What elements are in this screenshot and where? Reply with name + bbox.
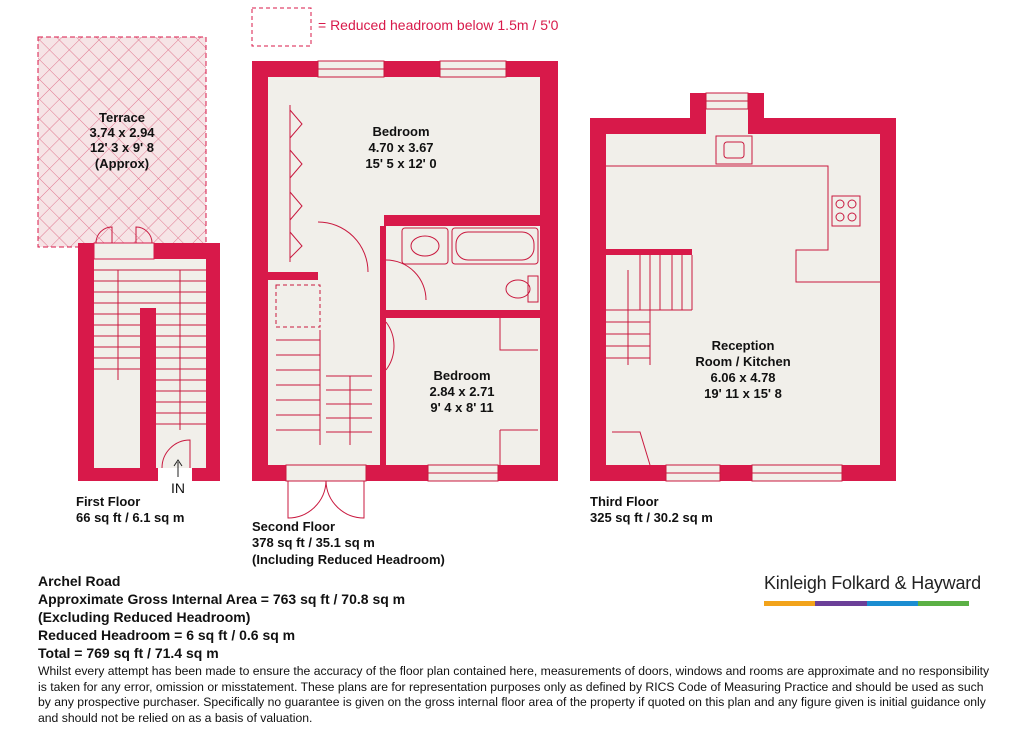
first-floor-plan (38, 37, 220, 496)
brand-name: Kinleigh Folkard & Hayward (764, 573, 981, 593)
reduced-headroom-area: Reduced Headroom = 6 sq ft / 0.6 sq m (38, 627, 296, 643)
second-floor-plan (252, 61, 558, 518)
reduced-headroom-key-swatch (252, 8, 311, 46)
address: Archel Road (38, 573, 121, 589)
reception-name-2: Room / Kitchen (695, 354, 791, 369)
brand-bar-blue (867, 601, 918, 606)
third-floor-area: 325 sq ft / 30.2 sq m (590, 510, 713, 525)
entrance-label: IN (171, 480, 185, 496)
brand-bar-orange (764, 601, 815, 606)
second-floor-note: (Including Reduced Headroom) (252, 552, 445, 567)
brand-logo (764, 573, 981, 606)
reception-metric: 6.06 x 4.78 (710, 370, 776, 385)
reduced-headroom-key-text: = Reduced headroom below 1.5m / 5'0 (318, 17, 559, 33)
disclaimer: Whilst every attempt has been made to ensure the accuracy of the floor plan contained here, measurements of doors, windows and rooms are approximate and no responsibility is taken for any error, omission or misstatement. These plans are for representation purposes only as defined by RICS Code of Measuring Practice and should be used as such by any prospective purchaser. Specifically no guarantee is given on the gross internal floor area of the property if quoted on this plan and any figure given is initial guidance only and should not be relied on as a basis of valuation. (38, 664, 990, 725)
terrace-imperial: 12' 3 x 9' 8 (89, 140, 155, 155)
reception-imperial: 19' 11 x 15' 8 (704, 386, 782, 401)
terrace-name: Terrace (98, 110, 146, 125)
bedroom-2-metric: 2.84 x 2.71 (429, 384, 495, 399)
terrace-note: (Approx) (94, 156, 150, 171)
terrace-metric: 3.74 x 2.94 (89, 125, 155, 140)
total-area: Total = 769 sq ft / 71.4 sq m (38, 645, 219, 661)
third-floor-name: Third Floor (590, 494, 659, 509)
bedroom-1-imperial: 15' 5 x 12' 0 (365, 156, 437, 171)
bedroom-1-name: Bedroom (372, 124, 430, 139)
reception-name-1: Reception (711, 338, 775, 353)
third-floor-plan (590, 93, 896, 481)
first-floor-area: 66 sq ft / 6.1 sq m (76, 510, 185, 525)
second-floor-name: Second Floor (252, 519, 336, 534)
second-floor-area: 378 sq ft / 35.1 sq m (252, 535, 375, 550)
gross-internal-area: Approximate Gross Internal Area = 763 sq ft / 70.8 sq m (38, 591, 406, 607)
bedroom-1-metric: 4.70 x 3.67 (368, 140, 434, 155)
brand-bar-purple (815, 601, 866, 606)
brand-color-bar (764, 601, 969, 606)
bedroom-2-name: Bedroom (433, 368, 491, 383)
brand-bar-green (918, 601, 969, 606)
first-floor-name: First Floor (76, 494, 141, 509)
gia-note: (Excluding Reduced Headroom) (38, 609, 251, 625)
bedroom-2-imperial: 9' 4 x 8' 11 (430, 400, 494, 415)
